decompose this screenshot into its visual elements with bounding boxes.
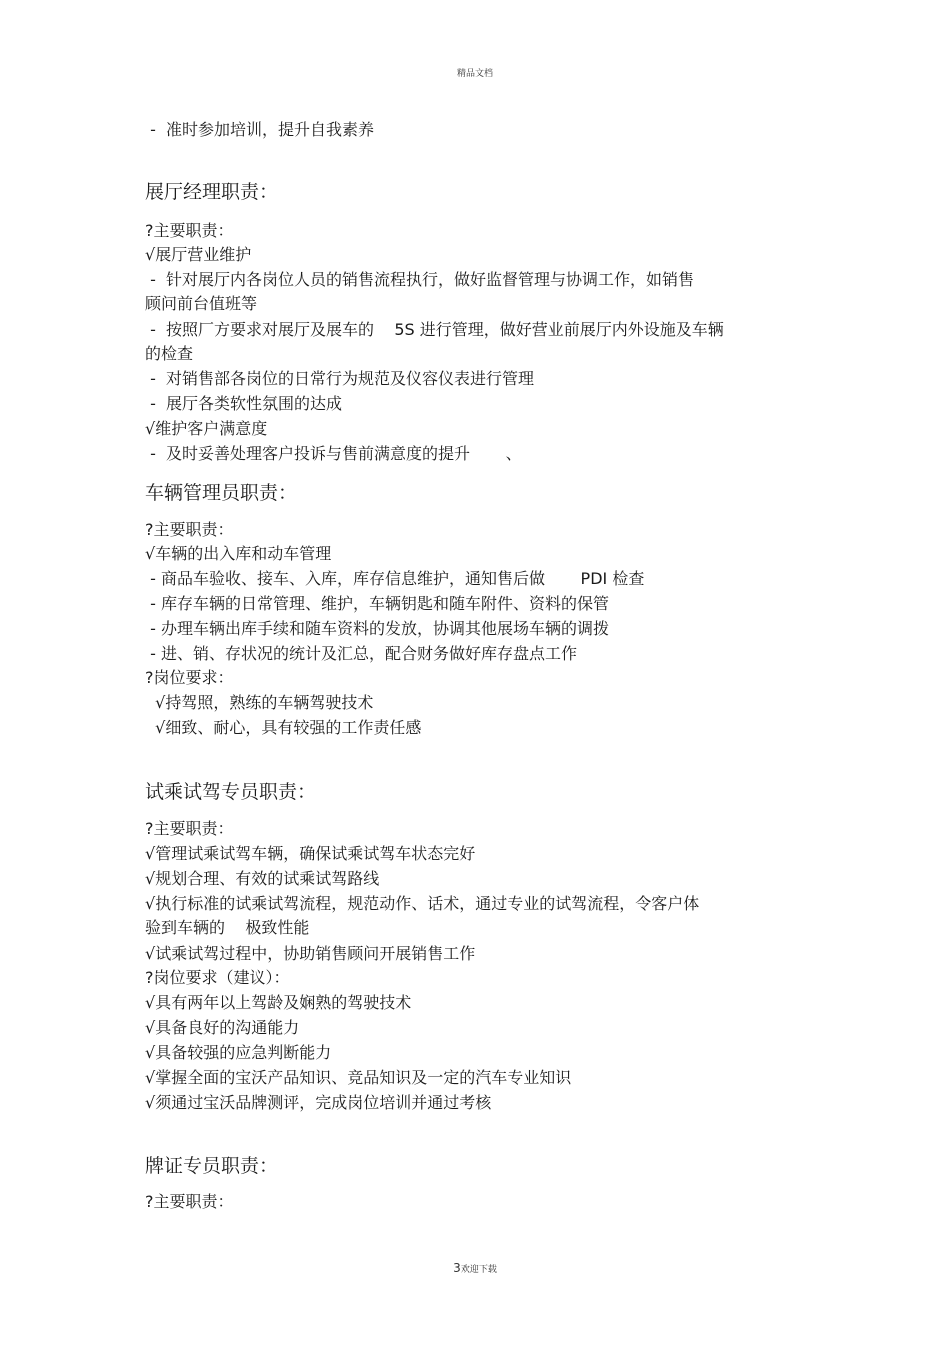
text-line: - 针对展厅内各岗位人员的销售流程执行，做好监督管理与协调工作，如销售 — [145, 270, 695, 289]
page-header: 精品文档 — [456, 69, 493, 79]
text-line: √持驾照，熟练的车辆驾驶技术 — [145, 693, 374, 712]
text-line: ?主要职责： — [145, 221, 234, 240]
text-line: 的检查 — [145, 344, 194, 363]
text-line: ?岗位要求（建议）： — [145, 968, 290, 987]
text-line: - 进、销、存状况的统计及汇总，配合财务做好库存盘点工作 — [145, 644, 577, 663]
text-line: - 对销售部各岗位的日常行为规范及仪容仪表进行管理 — [145, 369, 535, 388]
text-line: - 及时妥善处理客户投诉与售前满意度的提升 、 — [145, 444, 522, 463]
text-line: - 准时参加培训，提升自我素养 — [145, 120, 375, 139]
text-line: ?主要职责： — [145, 819, 234, 838]
page-number: 3 — [453, 1261, 461, 1275]
text-line: √规划合理、有效的试乘试驾路线 — [145, 869, 380, 888]
section-heading: 车辆管理员职责： — [145, 482, 298, 504]
text-line: - 商品车验收、接车、入库，库存信息维护，通知售后做 PDI 检查 — [145, 569, 645, 588]
page-footer — [0, 1261, 950, 1275]
text-line: √细致、耐心，具有较强的工作责任感 — [145, 718, 422, 737]
text-line: ?主要职责： — [145, 1192, 234, 1211]
text-line: ?主要职责： — [145, 520, 234, 539]
text-line: √具备良好的沟通能力 — [145, 1018, 300, 1037]
text-line: √具有两年以上驾龄及娴熟的驾驶技术 — [145, 993, 412, 1012]
text-line: √维护客户满意度 — [145, 419, 268, 438]
section-heading: 牌证专员职责： — [145, 1155, 279, 1177]
text-line: √具备较强的应急判断能力 — [145, 1043, 332, 1062]
text-line: 验到车辆的 极致性能 — [145, 918, 310, 937]
text-line: √掌握全面的宝沃产品知识、竞品知识及一定的汽车专业知识 — [145, 1068, 572, 1087]
section-heading: 展厅经理职责： — [145, 181, 279, 203]
text-line: √须通过宝沃品牌测评，完成岗位培训并通过考核 — [145, 1093, 492, 1112]
text-line: - 按照厂方要求对展厅及展车的 5S 进行管理，做好营业前展厅内外设施及车辆 — [145, 320, 724, 339]
text-line: 顾问前台值班等 — [145, 294, 258, 313]
text-line: √试乘试驾过程中，协助销售顾问开展销售工作 — [145, 944, 476, 963]
text-line: √展厅营业维护 — [145, 245, 252, 264]
text-line: ?岗位要求： — [145, 668, 234, 687]
section-heading: 试乘试驾专员职责： — [145, 781, 317, 803]
text-line: √执行标准的试乘试驾流程，规范动作、话术，通过专业的试驾流程，令客户体 — [145, 894, 700, 913]
text-line: - 库存车辆的日常管理、维护，车辆钥匙和随车附件、资料的保管 — [145, 594, 609, 613]
text-line: - 办理车辆出库手续和随车资料的发放，协调其他展场车辆的调拨 — [145, 619, 609, 638]
text-line: √车辆的出入库和动车管理 — [145, 544, 332, 563]
text-line: - 展厅各类软性氛围的达成 — [145, 394, 343, 413]
footer-text: 欢迎下载 — [460, 1265, 497, 1275]
text-line: √管理试乘试驾车辆，确保试乘试驾车状态完好 — [145, 844, 476, 863]
